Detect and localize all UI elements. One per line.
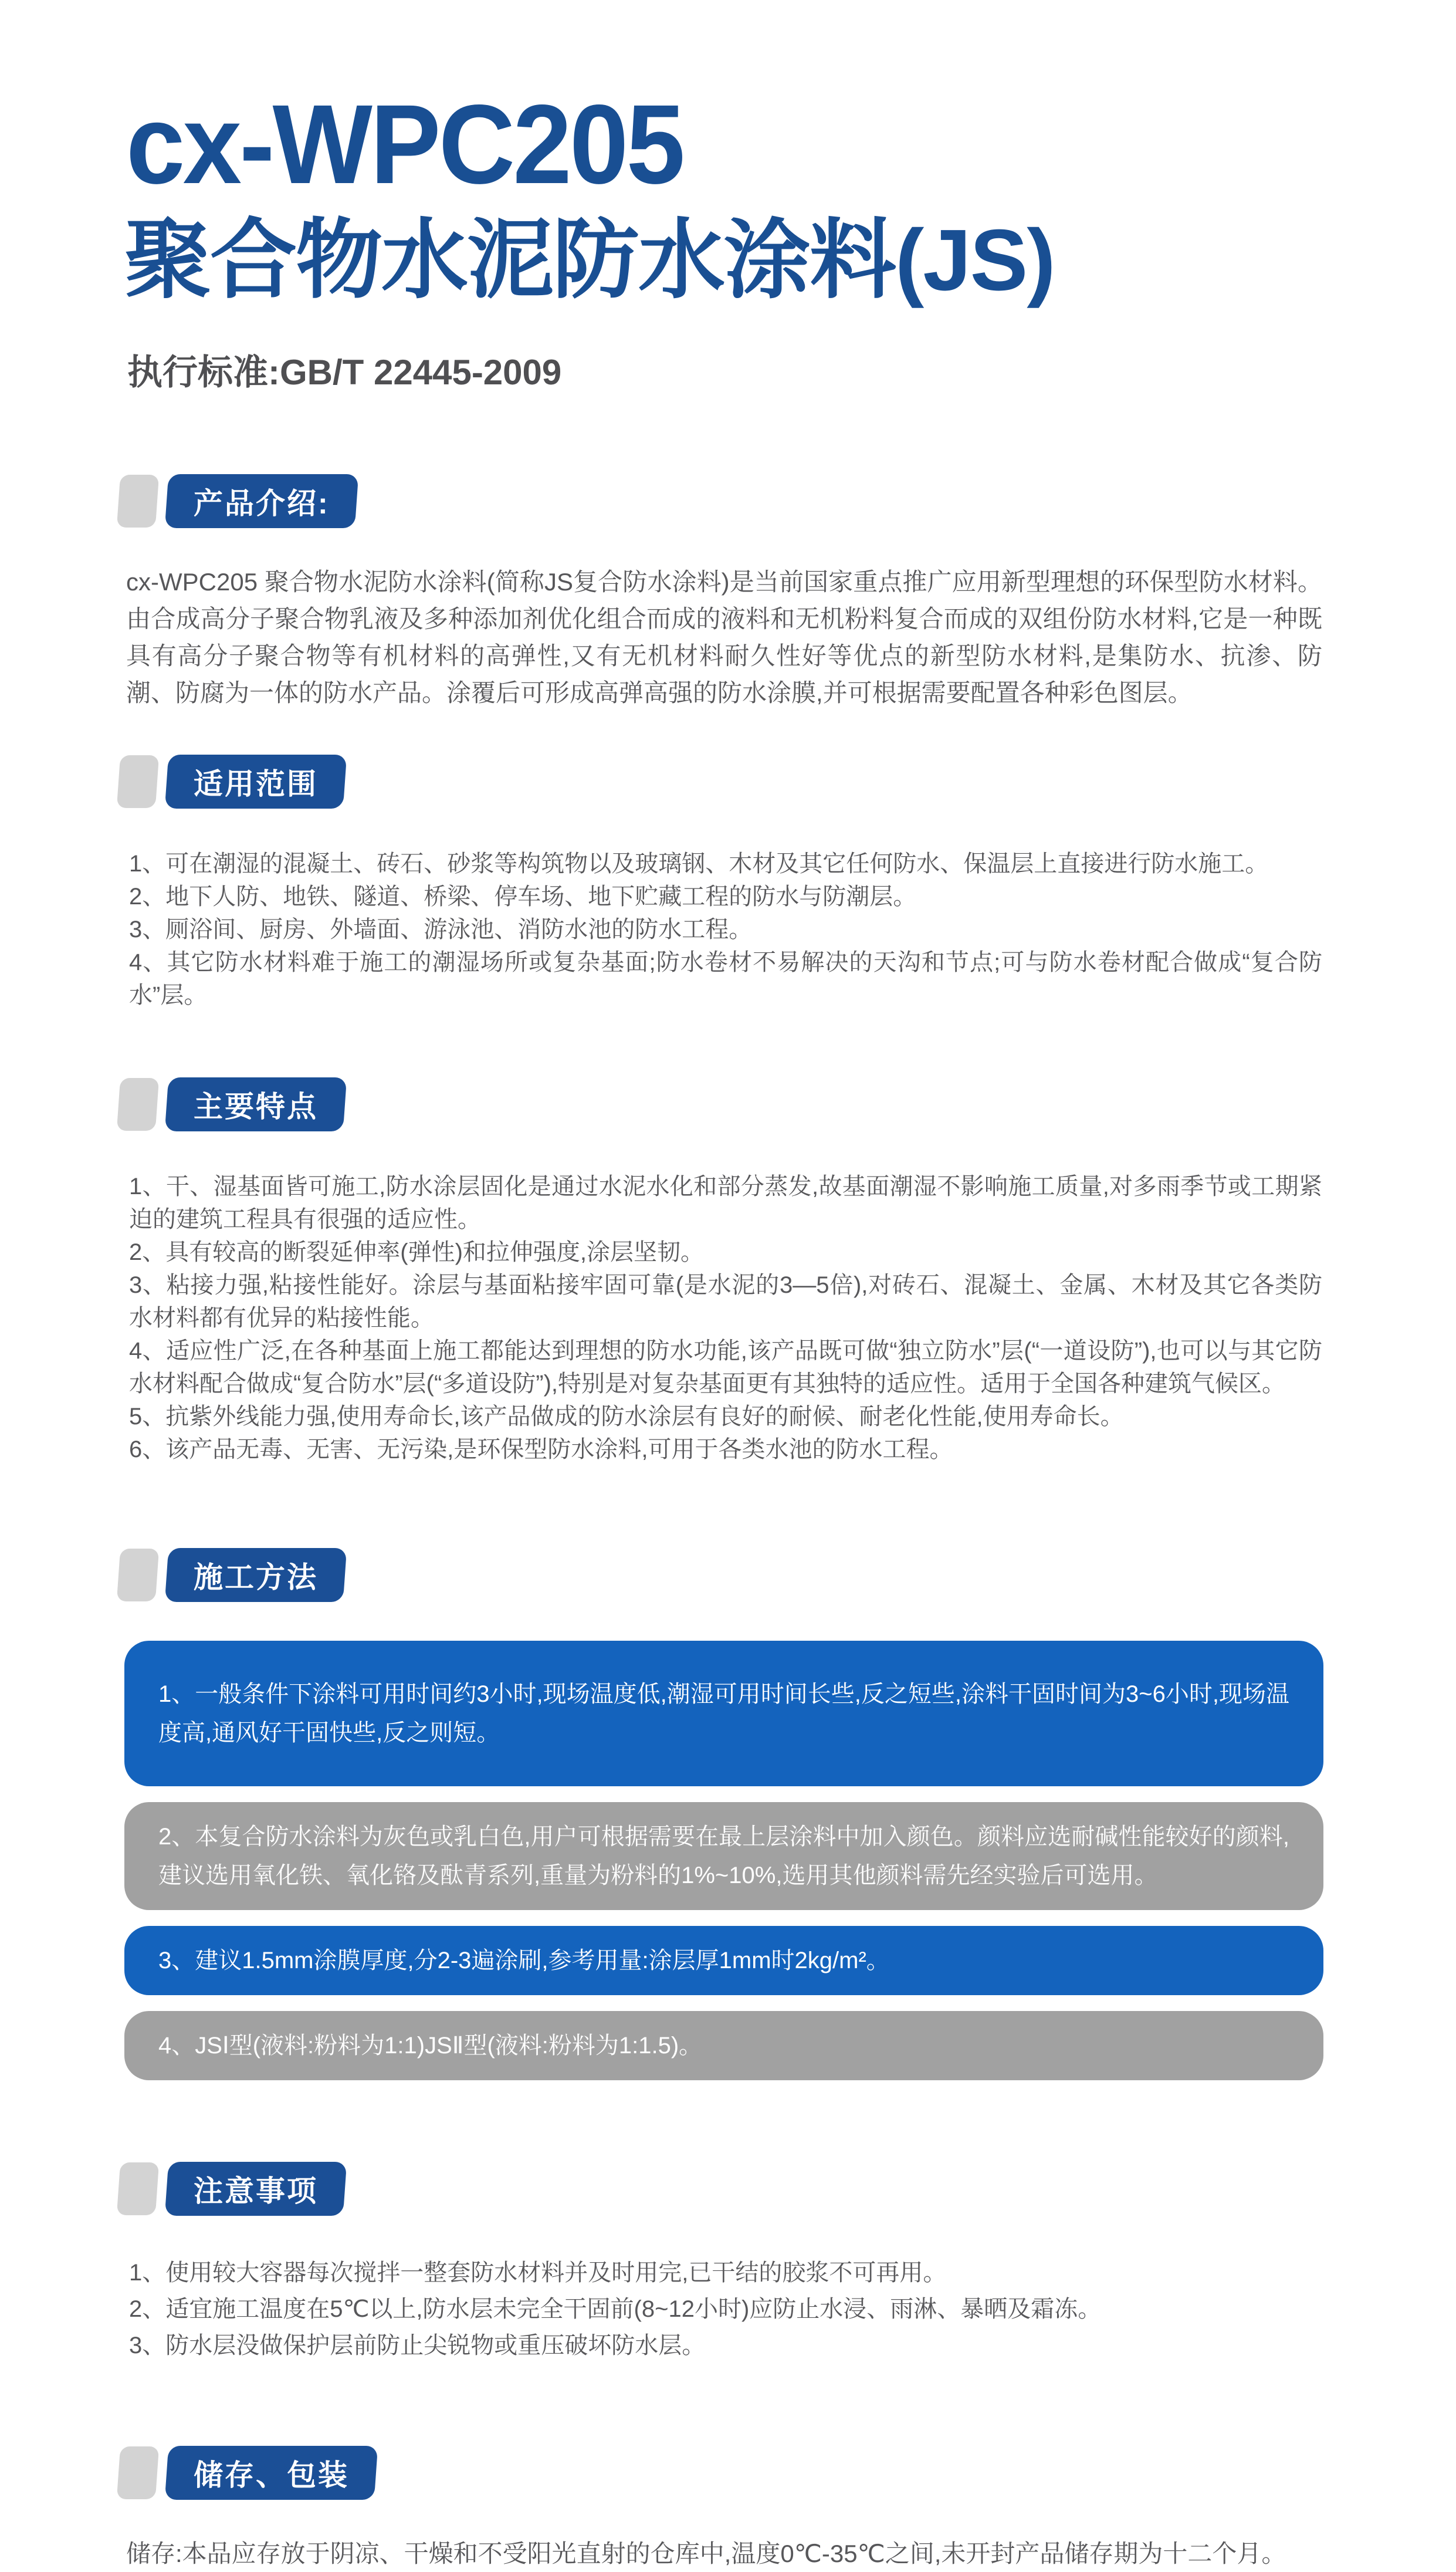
step-box-blue: 1、一般条件下涂料可用时间约3小时,现场温度低,潮湿可用时间长些,反之短些,涂料干固时间为3~6小时,现场温度高,通风好干固快些,反之则短。	[124, 1641, 1323, 1786]
list-item: 2、地下人防、地铁、隧道、桥梁、停车场、地下贮藏工程的防水与防潮层。	[129, 884, 917, 910]
list-item: 4、适应性广泛,在各种基面上施工都能达到理想的防水功能,该产品既可做“独立防水”层(“一道设防”),也可以与其它防水材料配合做成“复合防水”层(“多道设防”),特别是对复杂基面更有其独特的适应性。适用于全国各种建筑气候区。	[129, 1338, 1322, 1397]
gray-tab-shape	[117, 1078, 159, 1131]
gray-tab-shape	[117, 755, 159, 808]
gray-tab-shape	[117, 2446, 159, 2499]
section-header-storage	[118, 2446, 1456, 2500]
section-heading-label: 产品介绍:	[194, 487, 330, 520]
product-code-title: cx-WPC205	[126, 81, 683, 207]
list-item: 4、其它防水材料难于施工的潮湿场所或复杂基面;防水卷材不易解决的天沟和节点;可与防水卷材配合做成“复合防水”层。	[129, 949, 1322, 1008]
blue-heading-badge	[165, 2446, 378, 2500]
spacer	[0, 2364, 1456, 2446]
list-item: 3、厕浴间、厨房、外墙面、游泳池、消防水池的防水工程。	[129, 917, 753, 942]
blue-heading-badge	[165, 1077, 347, 1131]
section-header-features	[118, 1077, 1456, 1131]
blue-heading-badge	[165, 1548, 347, 1602]
list-item: 2、适宜施工温度在5℃以上,防水层未完全干固前(8~12小时)应防止水浸、雨淋、暴晒及霜冻。	[129, 2296, 1102, 2322]
step-box-gray: 4、JSⅠ型(液料:粉料为1:1)JSⅡ型(液料:粉料为1:1.5)。	[124, 2011, 1323, 2080]
spacer	[0, 2096, 1456, 2162]
gray-tab-shape	[117, 2162, 159, 2215]
features-list	[129, 1170, 1322, 1466]
list-item: 2、具有较高的断裂延伸率(弹性)和拉伸强度,涂层坚韧。	[129, 1239, 704, 1265]
method-steps	[0, 1641, 1456, 2080]
section-header-scope	[118, 755, 1456, 809]
section-heading-label: 注意事项	[194, 2175, 318, 2208]
section-header-intro	[118, 474, 1456, 528]
gray-tab-shape	[117, 475, 159, 528]
storage-paragraph: 储存:本品应存放于阴凉、干燥和不受阳光直射的仓库中,温度0℃-35℃之间,未开封产品储存期为十二个月。	[126, 2540, 1286, 2567]
list-item: 6、该产品无毒、无害、无污染,是环保型防水涂料,可用于各类水池的防水工程。	[129, 1437, 953, 1462]
list-item: 1、可在潮湿的混凝土、砖石、砂浆等构筑物以及玻璃钢、木材及其它任何防水、保温层上直接进行防水施工。	[129, 851, 1269, 877]
spacer	[0, 1466, 1456, 1548]
notes-list	[129, 2255, 1322, 2364]
blue-heading-badge	[165, 474, 358, 528]
section-heading-label: 储存、包装	[194, 2459, 349, 2492]
spacer	[0, 711, 1456, 755]
gray-tab-shape	[117, 1549, 159, 1601]
section-header-method	[118, 1548, 1456, 1602]
list-item: 1、干、湿基面皆可施工,防水涂层固化是通过水泥水化和部分蒸发,故基面潮湿不影响施工质量,对多雨季节或工期紧迫的建筑工程具有很强的适应性。	[129, 1174, 1322, 1232]
list-item: 3、粘接力强,粘接性能好。涂层与基面粘接牢固可靠(是水泥的3—5倍),对砖石、混凝土、金属、木材及其它各类防水材料都有优异的粘接性能。	[129, 1272, 1322, 1331]
list-item: 5、抗紫外线能力强,使用寿命长,该产品做成的防水涂层有良好的耐候、耐老化性能,使用寿命长。	[129, 1404, 1124, 1429]
section-heading-label: 适用范围	[194, 768, 318, 800]
title-block	[0, 0, 1456, 392]
scope-list	[129, 847, 1322, 1012]
product-name-title: 聚合物水泥防水涂料(JS)	[124, 212, 1055, 309]
section-heading-label: 施工方法	[194, 1561, 318, 1594]
blue-heading-badge	[165, 2162, 347, 2216]
step-box-blue: 3、建议1.5mm涂膜厚度,分2-3遍涂刷,参考用量:涂层厚1mm时2kg/m²。	[124, 1926, 1323, 1995]
step-box-gray: 2、本复合防水涂料为灰色或乳白色,用户可根据需要在最上层涂料中加入颜色。颜料应选耐碱性能较好的颜料,建议选用氧化铁、氧化铬及酞青系列,重量为粉料的1%~10%,选用其他颜料需先经实验后可选用。	[124, 1802, 1323, 1910]
list-item: 1、使用较大容器每次搅拌一整套防水材料并及时用完,已干结的胶浆不可再用。	[129, 2260, 947, 2286]
intro-paragraph: cx-WPC205 聚合物水泥防水涂料(简称JS复合防水涂料)是当前国家重点推广应用新型理想的环保型防水材料。由合成高分子聚合物乳液及多种添加剂优化组合而成的液料和无机粉料复合而成的双组份防水材料,它是一种既具有高分子聚合物等有机材料的高弹性,又有无机材料耐久性好等优点的新型防水材料,是集防水、抗渗、防潮、防腐为一体的防水产品。涂覆后可形成高弹高强的防水涂膜,并可根据需要配置各种彩色图层。	[126, 568, 1322, 707]
section-heading-label: 主要特点	[194, 1090, 318, 1123]
section-header-notes	[118, 2162, 1456, 2216]
blue-heading-badge	[165, 755, 347, 809]
spacer	[0, 1012, 1456, 1077]
list-item: 3、防水层没做保护层前防止尖锐物或重压破坏防水层。	[129, 2333, 706, 2358]
standard-line: 执行标准:GB/T 22445-2009	[127, 353, 562, 392]
spacer	[0, 392, 1456, 474]
